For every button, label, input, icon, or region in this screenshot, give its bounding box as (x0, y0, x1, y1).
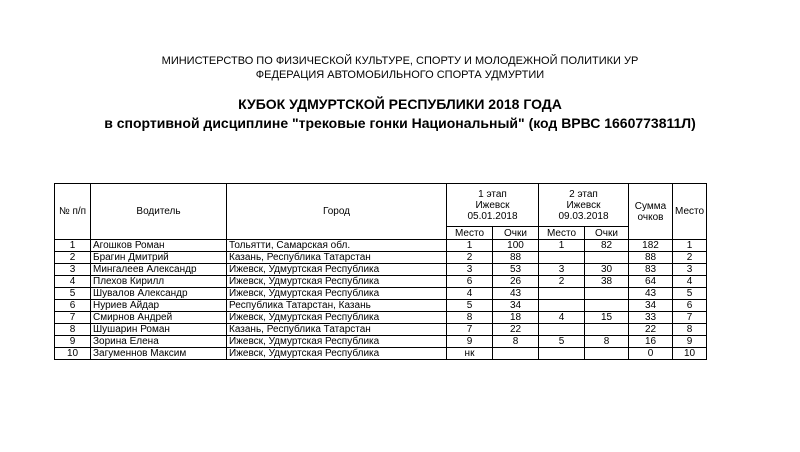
cell-stage-1-points: 8 (493, 336, 539, 348)
cell-stage-1-place: 2 (447, 252, 493, 264)
cell-driver: Загуменнов Максим (91, 348, 227, 360)
cell-number: 7 (55, 312, 91, 324)
sum-label-2: очков (637, 211, 664, 223)
cell-rank: 1 (673, 240, 707, 252)
sum-label-1: Сумма (634, 200, 667, 212)
cell-number: 2 (55, 252, 91, 264)
cell-stage-1-points: 43 (493, 288, 539, 300)
cell-stage-1-points: 53 (493, 264, 539, 276)
header-driver: Водитель (91, 184, 227, 240)
header-rank: Место (673, 184, 707, 240)
cell-stage-1-place: 9 (447, 336, 493, 348)
table-row (55, 252, 707, 264)
cell-driver: Плехов Кирилл (91, 276, 227, 288)
cell-stage-1-points: 22 (493, 324, 539, 336)
stage-2-date: 09.03.2018 (558, 210, 609, 222)
cell-number: 9 (55, 336, 91, 348)
cell-stage-1-place: 8 (447, 312, 493, 324)
cell-rank: 4 (673, 276, 707, 288)
cell-stage-1-place: 4 (447, 288, 493, 300)
cell-driver: Нуриев Айдар (91, 300, 227, 312)
header-number: № п/п (55, 184, 91, 240)
cell-city: Казань, Республика Татарстан (227, 252, 447, 264)
header-stage-1 (447, 184, 539, 227)
table-header-row (55, 184, 707, 227)
cell-stage-2-place (539, 288, 585, 300)
cell-rank: 10 (673, 348, 707, 360)
ministry-heading: МИНИСТЕРСТВО ПО ФИЗИЧЕСКОЙ КУЛЬТУРЕ, СПОРТУ И МОЛОДЕЖНОЙ ПОЛИТИКИ УР (161, 55, 639, 67)
cell-stage-2-points: 38 (585, 276, 629, 288)
cell-stage-2-place (539, 300, 585, 312)
stage-2-name: 2 этап (569, 188, 598, 200)
cell-city: Республика Татарстан, Казань (227, 300, 447, 312)
cell-rank: 6 (673, 300, 707, 312)
cell-rank: 8 (673, 324, 707, 336)
cell-stage-2-points (585, 348, 629, 360)
header-city: Город (227, 184, 447, 240)
cell-driver: Мингалеев Александр (91, 264, 227, 276)
table-row (55, 276, 707, 288)
cell-driver: Смирнов Андрей (91, 312, 227, 324)
cell-stage-2-points (585, 300, 629, 312)
cell-city: Ижевск, Удмуртская Республика (227, 264, 447, 276)
stage-1-points-col: Очки (493, 227, 539, 240)
table-row (55, 348, 707, 360)
table-row (55, 300, 707, 312)
cell-rank: 9 (673, 336, 707, 348)
cell-stage-1-place: 6 (447, 276, 493, 288)
document-subtitle: в спортивной дисциплине "трековые гонки Национальный" (код ВРВС 1660773811Л) (104, 115, 696, 131)
table-body (55, 240, 707, 360)
cell-sum: 182 (629, 240, 673, 252)
cell-stage-2-place: 2 (539, 276, 585, 288)
stage-1-place: Ижевск (475, 199, 510, 211)
stage-1-date: 05.01.2018 (467, 210, 518, 222)
cell-number: 6 (55, 300, 91, 312)
cell-stage-2-points (585, 324, 629, 336)
cell-sum: 33 (629, 312, 673, 324)
cell-stage-1-place: 5 (447, 300, 493, 312)
cell-sum: 83 (629, 264, 673, 276)
table-row (55, 240, 707, 252)
cell-number: 3 (55, 264, 91, 276)
cell-stage-1-place: 7 (447, 324, 493, 336)
cell-stage-2-points: 8 (585, 336, 629, 348)
cell-city: Ижевск, Удмуртская Республика (227, 312, 447, 324)
cell-stage-2-points: 15 (585, 312, 629, 324)
cell-stage-2-place (539, 252, 585, 264)
header-sum (629, 184, 673, 240)
stage-2-place: Ижевск (566, 199, 601, 211)
cell-stage-1-points: 34 (493, 300, 539, 312)
cell-driver: Шувалов Александр (91, 288, 227, 300)
cell-city: Ижевск, Удмуртская Республика (227, 348, 447, 360)
cell-sum: 22 (629, 324, 673, 336)
cell-stage-1-points (493, 348, 539, 360)
cell-number: 5 (55, 288, 91, 300)
cell-stage-1-place: нк (447, 348, 493, 360)
stage-1-name: 1 этап (478, 188, 507, 200)
table-row (55, 312, 707, 324)
cell-sum: 64 (629, 276, 673, 288)
results-table (54, 183, 707, 360)
cell-stage-1-place: 1 (447, 240, 493, 252)
federation-heading: ФЕДЕРАЦИЯ АВТОМОБИЛЬНОГО СПОРТА УДМУРТИИ (255, 69, 545, 81)
cell-stage-1-points: 18 (493, 312, 539, 324)
cell-driver: Шушарин Роман (91, 324, 227, 336)
cell-stage-2-place: 5 (539, 336, 585, 348)
cell-city: Ижевск, Удмуртская Республика (227, 276, 447, 288)
cell-city: Ижевск, Удмуртская Республика (227, 288, 447, 300)
cell-sum: 0 (629, 348, 673, 360)
cell-stage-2-points: 82 (585, 240, 629, 252)
table-row (55, 264, 707, 276)
document-title: КУБОК УДМУРТСКОЙ РЕСПУБЛИКИ 2018 ГОДА (238, 96, 562, 112)
cell-rank: 7 (673, 312, 707, 324)
cell-stage-2-place (539, 324, 585, 336)
table-row (55, 288, 707, 300)
cell-city: Казань, Республика Татарстан (227, 324, 447, 336)
cell-number: 8 (55, 324, 91, 336)
cell-stage-1-place: 3 (447, 264, 493, 276)
cell-number: 4 (55, 276, 91, 288)
cell-city: Ижевск, Удмуртская Республика (227, 336, 447, 348)
cell-stage-2-points (585, 252, 629, 264)
cell-stage-1-points: 88 (493, 252, 539, 264)
cell-city: Тольятти, Самарская обл. (227, 240, 447, 252)
cell-number: 10 (55, 348, 91, 360)
cell-rank: 5 (673, 288, 707, 300)
cell-stage-2-points: 30 (585, 264, 629, 276)
cell-number: 1 (55, 240, 91, 252)
cell-sum: 16 (629, 336, 673, 348)
stage-2-place-col: Место (539, 227, 585, 240)
cell-sum: 88 (629, 252, 673, 264)
stage-2-points-col: Очки (585, 227, 629, 240)
cell-rank: 3 (673, 264, 707, 276)
cell-sum: 34 (629, 300, 673, 312)
cell-stage-2-points (585, 288, 629, 300)
cell-driver: Брагин Дмитрий (91, 252, 227, 264)
cell-stage-1-points: 26 (493, 276, 539, 288)
cell-driver: Агошков Роман (91, 240, 227, 252)
cell-driver: Зорина Елена (91, 336, 227, 348)
table-row (55, 324, 707, 336)
header-stage-2 (539, 184, 629, 227)
cell-stage-2-place: 3 (539, 264, 585, 276)
stage-1-place-col: Место (447, 227, 493, 240)
cell-stage-2-place (539, 348, 585, 360)
cell-stage-2-place: 4 (539, 312, 585, 324)
cell-stage-2-place: 1 (539, 240, 585, 252)
table-row (55, 336, 707, 348)
cell-stage-1-points: 100 (493, 240, 539, 252)
cell-sum: 43 (629, 288, 673, 300)
cell-rank: 2 (673, 252, 707, 264)
